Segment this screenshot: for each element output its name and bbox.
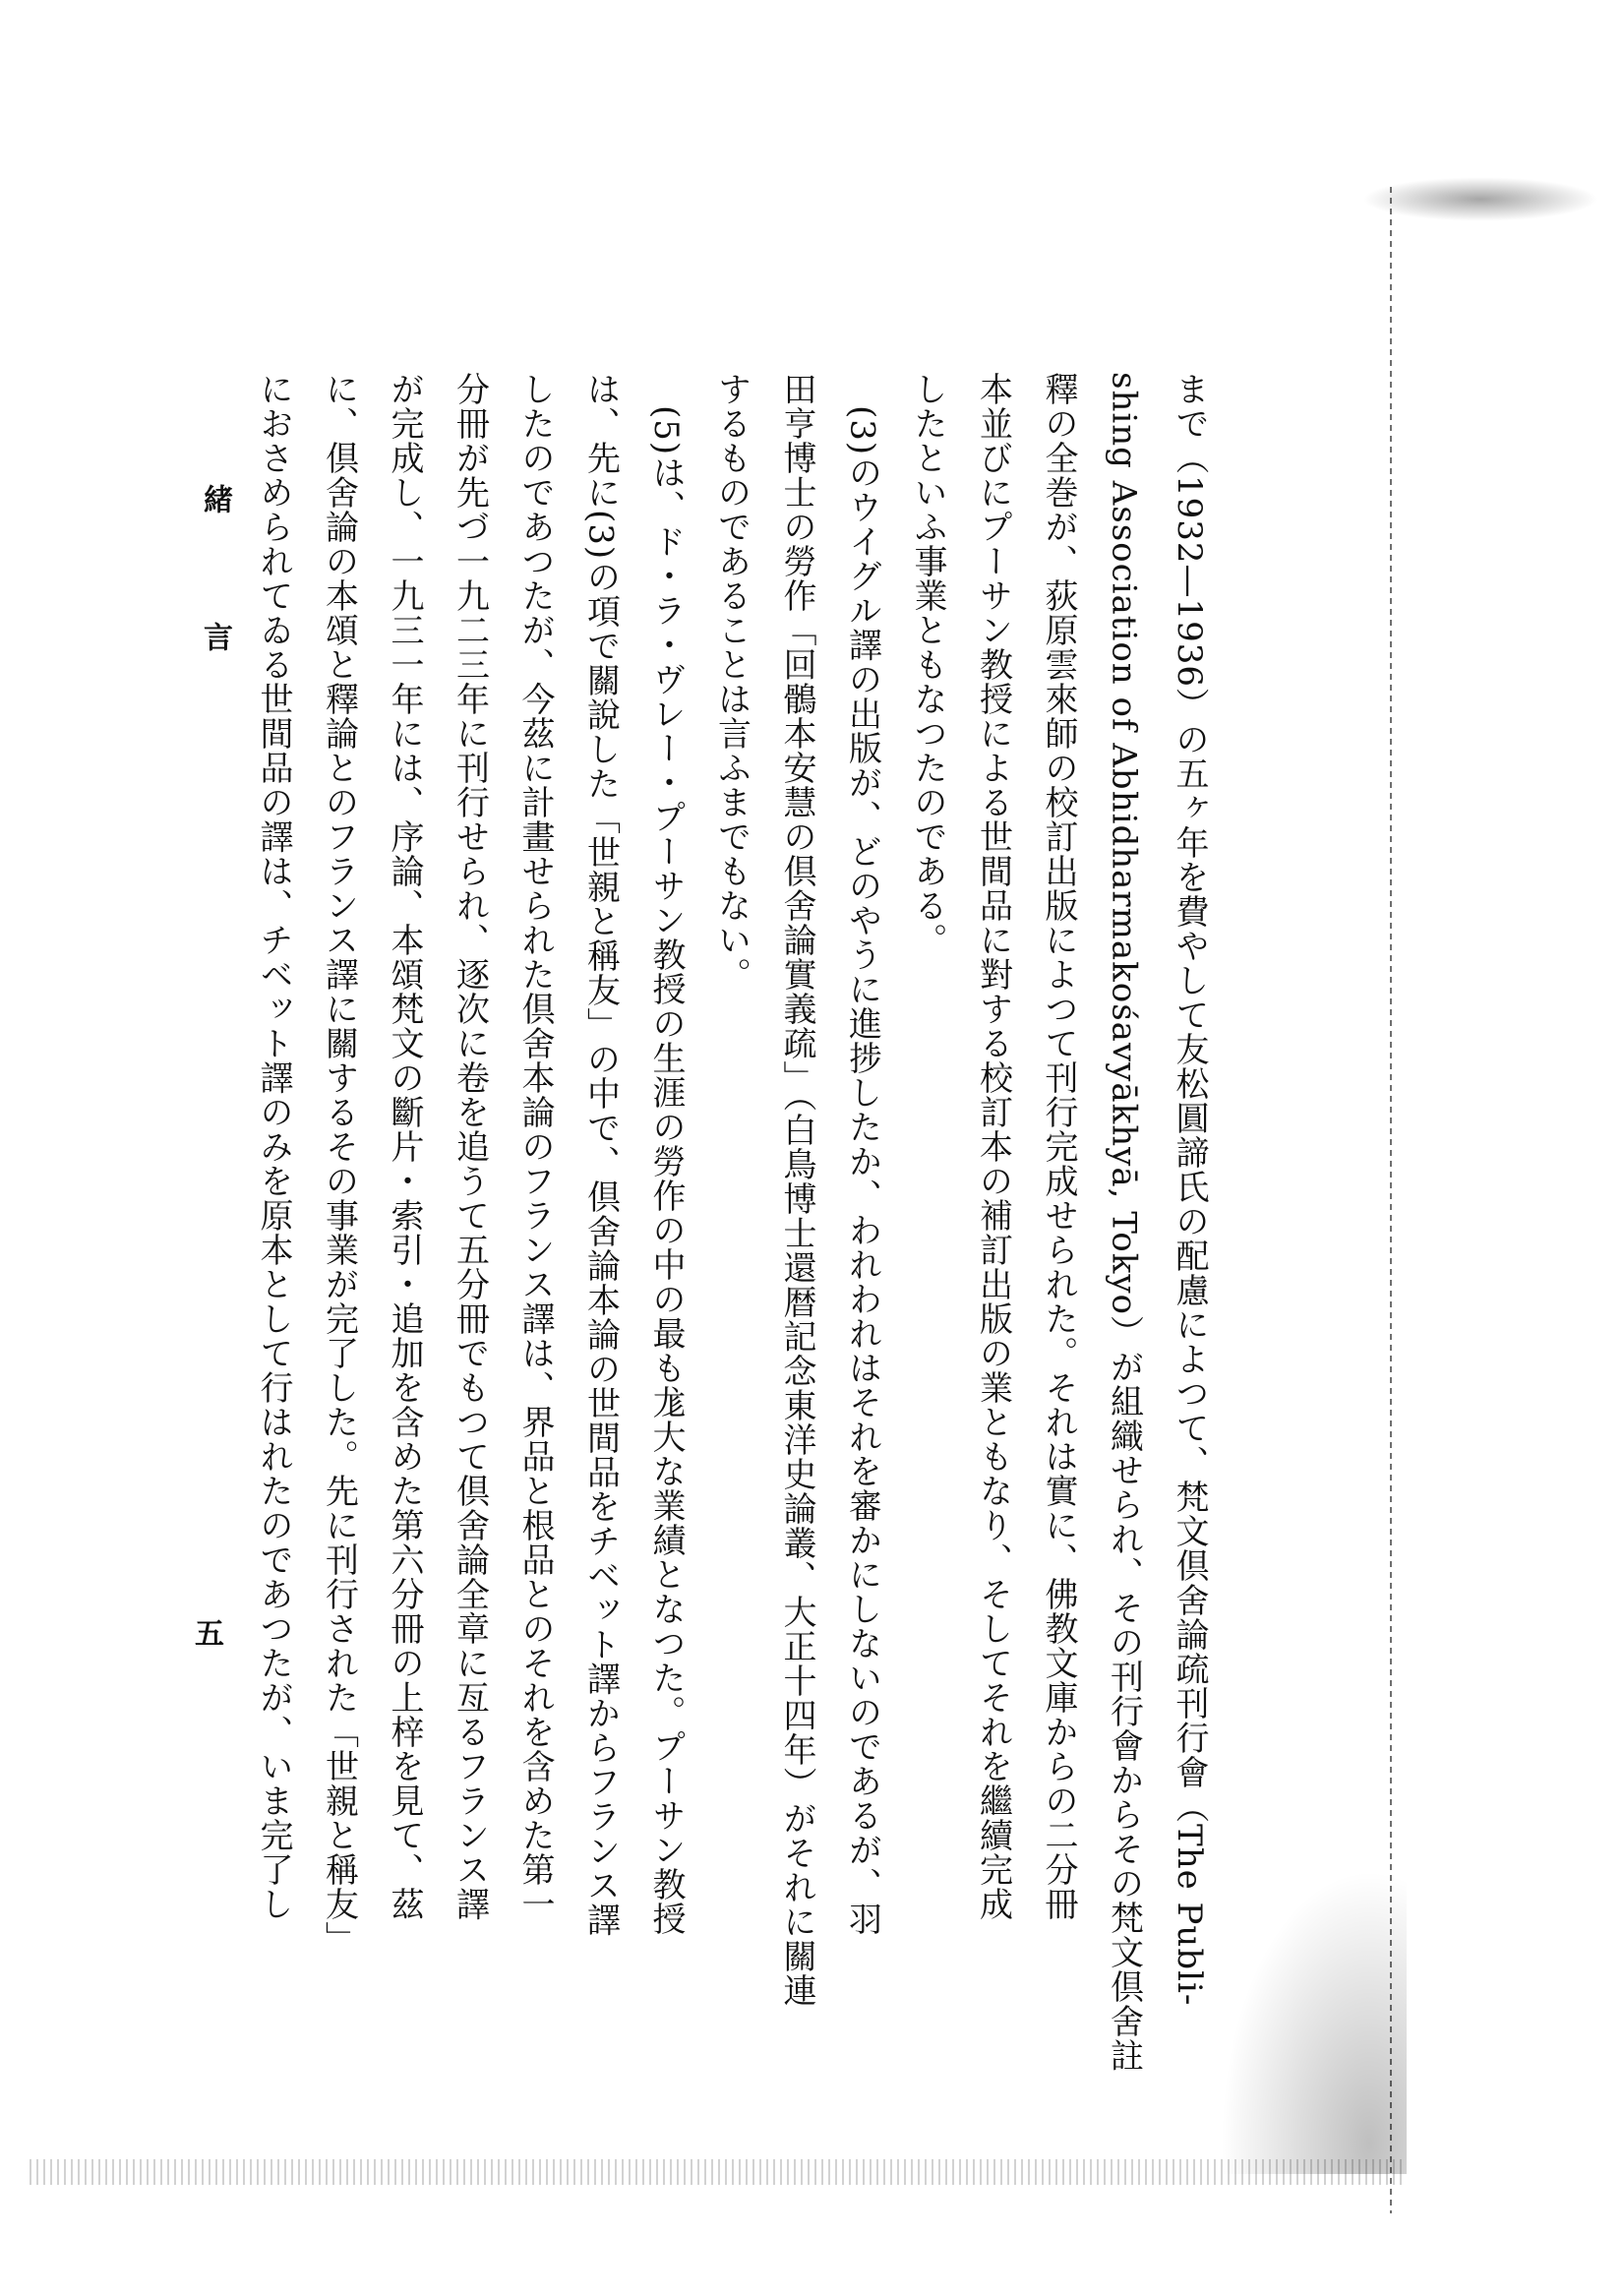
text-column: におさめられてゐる世間品の譯は、チベット譯のみを原本として行はれたのであつたが、いま完了し [254,372,293,1921]
text-column: したのであつたが、今茲に計畫せられた倶舍本論のフランス譯は、界品と根品とのそれを含めた第一 [515,372,555,1921]
body-text [238,372,1222,2074]
text-column: 分冊が先づ一九二三年に刊行せられ、逐次に卷を追うて五分冊でもつて倶舍論全章に亙るフランス譯 [450,372,490,1921]
text-column: shing Association of Abhidharmakośavyākhyā, Tokyo）が組織せられ、その刊行會からその梵文倶舍註 [1104,372,1144,2074]
text-column: するものであることは言ふまでもない。 [711,372,752,992]
page-number: 五 [195,1617,224,1652]
text-column: は、先に(3)の項で關說した「世親と稱友」の中で、倶舍論本論の世間品をチベット譯からフランス譯 [580,372,621,1938]
text-column: (3)のウイグル譯の出版が、どのやうに進捗したか、われわれはそれを審かにしないのであるが、羽 [842,405,882,1937]
text-column: が完成し、一九三一年には、序論、本頌梵文の斷片・索引・追加を含めた第六分冊の上梓を見て、茲 [385,372,424,1921]
running-head: 緒 言 [198,484,232,691]
scan-smudge [1362,177,1598,221]
text-column: (5)は、ド・ラ・ヴレー・プーサン教授の生涯の勞作の中の最も尨大な業績となつた。プーサン教授 [646,405,686,1937]
scan-noise [1220,1869,1407,2174]
text-column: したといふ事業ともなつたのである。 [908,372,947,957]
text-column: まで（1932—1936）の五ヶ年を費やして友松圓諦氏の配慮によつて、梵文倶舍論疏刊行會（The Publi- [1170,372,1209,2007]
text-column: 田亨博士の勞作「回鶻本安慧の倶舍論實義疏」（白鳥博士還暦記念東洋史論叢、大正十四年）がそれに關連 [777,372,816,2008]
text-column: に、倶舍論の本頌と釋論とのフランス譯に關するその事業が完了した。先に刊行された「世親と稱友」 [319,372,359,1956]
text-column: 釋の全巻が、荻原雲來師の校訂出版によつて刊行完成せられた。それは實に、佛教文庫からの二分冊 [1039,372,1078,1921]
scan-noise-bottom [30,2159,1407,2185]
text-column: 本並びにプーサン教授による世間品に對する校訂本の補訂出版の業ともなり、そしてそれを繼續完成 [973,372,1013,1921]
